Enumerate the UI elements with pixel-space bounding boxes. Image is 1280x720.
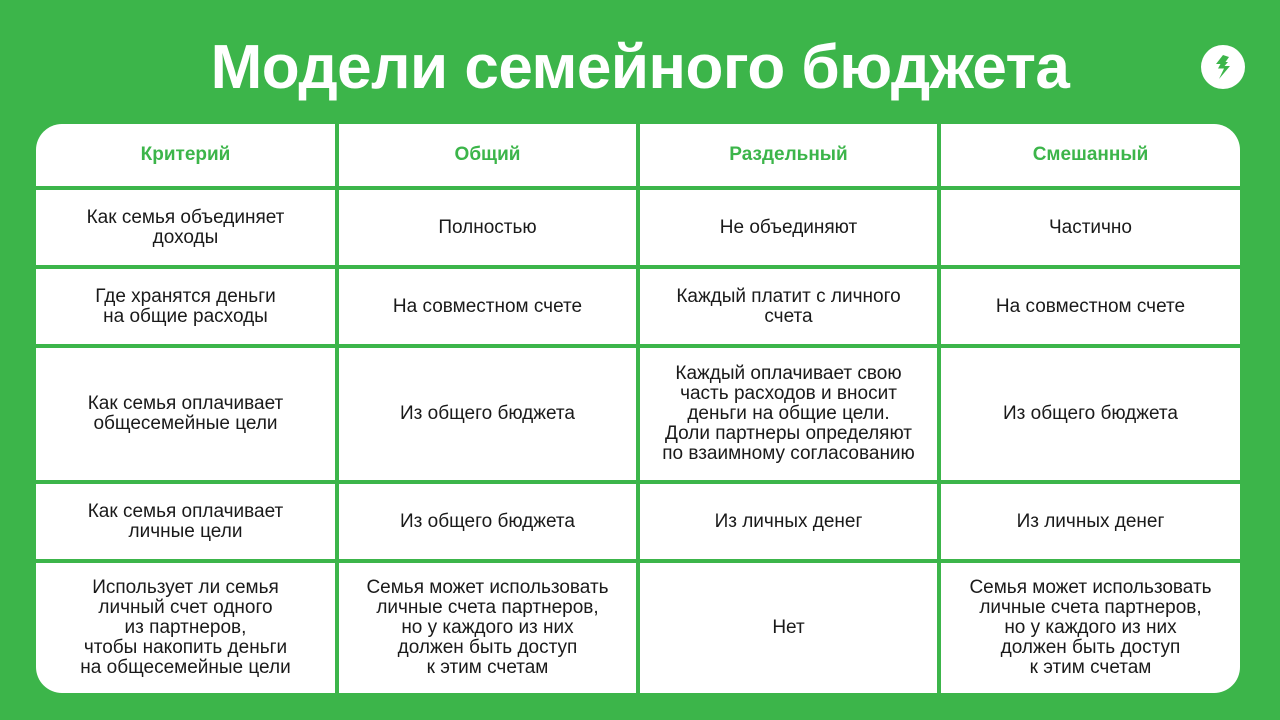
table-cell	[36, 482, 337, 561]
table-row	[36, 561, 1240, 693]
header-common: Общий	[337, 124, 638, 188]
table-cell	[36, 267, 337, 346]
cell-text: Не объединяют	[719, 216, 858, 238]
table-header-row	[36, 124, 1240, 188]
table-cell	[337, 482, 638, 561]
table-cell	[337, 188, 638, 267]
table-cell	[638, 267, 939, 346]
cell-text: Использует ли семья личный счет одного из партнеров, чтобы накопить деньги на общесемейные цели	[80, 577, 291, 678]
cell-text: Из общего бюджета	[400, 403, 575, 424]
header-separate: Раздельный	[638, 124, 939, 188]
header-criterion: Критерий	[36, 124, 337, 188]
table-cell	[36, 561, 337, 693]
lightning-arrow-icon	[1210, 54, 1236, 80]
table-cell	[939, 561, 1240, 693]
cell-text: Каждый платит с личного счета	[676, 285, 901, 327]
table-cell	[36, 188, 337, 267]
table-row	[36, 267, 1240, 346]
budget-models-table	[36, 124, 1240, 693]
cell-text: Семья может использовать личные счета партнеров, но у каждого из них должен быть доступ к этим счетам	[969, 577, 1212, 678]
cell-text: Семья может использовать личные счета партнеров, но у каждого из них должен быть доступ к этим счетам	[366, 577, 609, 678]
cell-text: Каждый оплачивает свою часть расходов и вносит деньги на общие цели. Доли партнеры определяют по взаимному согласованию	[662, 363, 915, 464]
header-mixed: Смешанный	[939, 124, 1240, 188]
cell-text: На совместном счете	[392, 295, 583, 317]
table-cell	[337, 346, 638, 482]
page-title: Модели семейного бюджета	[210, 33, 1070, 102]
cell-text: Полностью	[438, 216, 537, 238]
table-cell	[939, 482, 1240, 561]
table-cell	[337, 267, 638, 346]
table-cell	[337, 561, 638, 693]
table-cell	[939, 346, 1240, 482]
cell-text: Частично	[1048, 216, 1132, 238]
table-cell	[939, 267, 1240, 346]
table-row	[36, 346, 1240, 482]
cell-text: На совместном счете	[995, 295, 1186, 317]
table-cell	[939, 188, 1240, 267]
cell-text: Как семья оплачивает общесемейные цели	[87, 393, 284, 434]
logo	[1201, 45, 1245, 89]
table-cell	[638, 561, 939, 693]
cell-text: Как семья оплачивает личные цели	[87, 500, 284, 542]
table-row	[36, 482, 1240, 561]
table-cell	[638, 346, 939, 482]
table-row	[36, 188, 1240, 267]
cell-text: Где хранятся деньги на общие расходы	[95, 285, 276, 327]
table-cell	[638, 482, 939, 561]
cell-text: Как семья объединяет доходы	[86, 206, 285, 248]
table-cell	[36, 346, 337, 482]
cell-text: Из личных денег	[1016, 510, 1165, 532]
cell-text: Из общего бюджета	[400, 510, 575, 532]
cell-text: Из общего бюджета	[1003, 403, 1178, 424]
cell-text: Из личных денег	[714, 510, 863, 532]
table-cell	[638, 188, 939, 267]
cell-text: Нет	[772, 617, 805, 638]
